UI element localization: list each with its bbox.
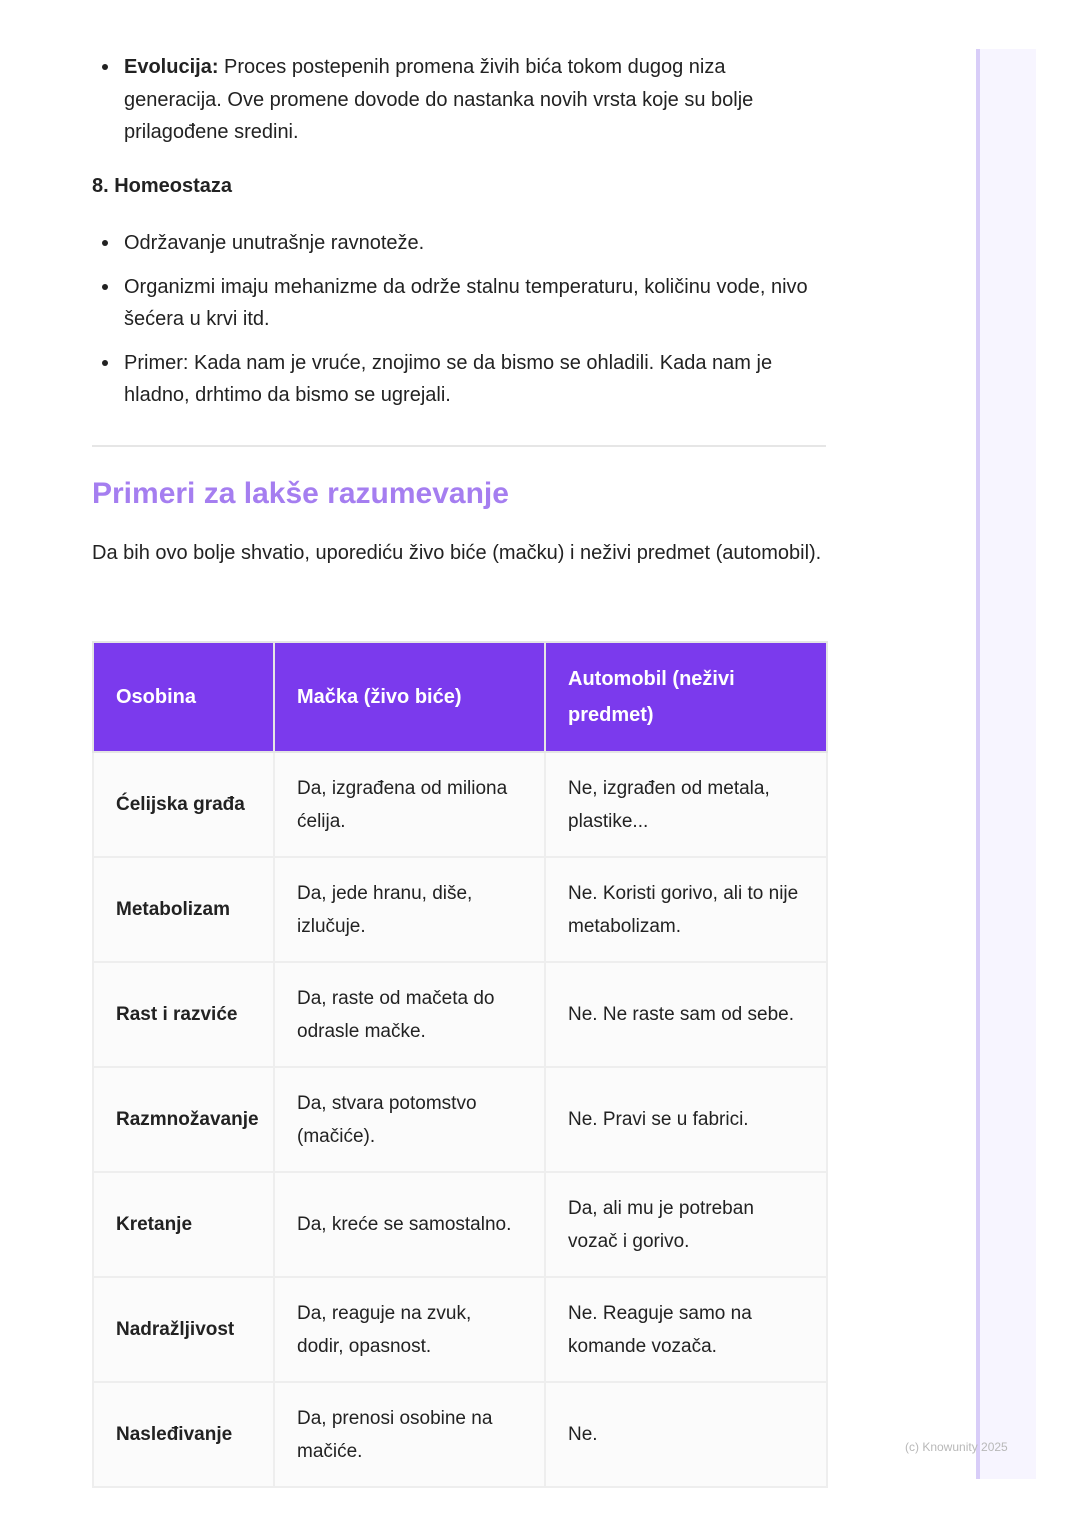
cell-property: Nadražljivost	[93, 1277, 274, 1382]
evolution-list	[92, 51, 826, 149]
table-row	[93, 1277, 827, 1382]
side-panel	[976, 49, 1036, 1479]
copyright-notice: (c) Knowunity 2025	[905, 1440, 1008, 1454]
cell-living: Da, izgrađena od miliona ćelija.	[274, 752, 545, 857]
cell-nonliving: Ne. Pravi se u fabrici.	[545, 1067, 827, 1172]
table-header-row	[93, 642, 827, 752]
section-title: Primeri za lakše razumevanje	[92, 477, 509, 510]
list-item	[92, 51, 826, 149]
list-item: Održavanje unutrašnje ravnoteže.	[92, 227, 826, 260]
divider	[92, 445, 826, 447]
header-property: Osobina	[93, 642, 274, 752]
cell-living: Da, reaguje na zvuk, dodir, opasnost.	[274, 1277, 545, 1382]
list-item: Organizmi imaju mehanizme da održe stalnu temperaturu, količinu vode, nivo šećera u krvi itd.	[92, 271, 826, 336]
table-row	[93, 752, 827, 857]
homeostasis-list	[92, 227, 826, 423]
cell-living: Da, stvara potomstvo (mačiće).	[274, 1067, 545, 1172]
term-label: Evolucija:	[124, 56, 219, 78]
cell-living: Da, prenosi osobine na mačiće.	[274, 1382, 545, 1487]
table-row	[93, 1067, 827, 1172]
cell-property: Rast i razviće	[93, 962, 274, 1067]
cell-property: Nasleđivanje	[93, 1382, 274, 1487]
list-item: Primer: Kada nam je vruće, znojimo se da bismo se ohladili. Kada nam je hladno, drhtimo da bismo se ugrejali.	[92, 347, 826, 412]
header-living: Mačka (živo biće)	[274, 642, 545, 752]
cell-property: Razmnožavanje	[93, 1067, 274, 1172]
cell-nonliving: Ne. Ne raste sam od sebe.	[545, 962, 827, 1067]
comparison-table	[92, 641, 828, 1488]
intro-paragraph: Da bih ovo bolje shvatio, uporediću živo biće (mačku) i neživi predmet (automobil).	[92, 542, 822, 564]
cell-nonliving: Ne, izgrađen od metala, plastike...	[545, 752, 827, 857]
cell-property: Ćelijska građa	[93, 752, 274, 857]
cell-property: Kretanje	[93, 1172, 274, 1277]
cell-nonliving: Ne. Koristi gorivo, ali to nije metabolizam.	[545, 857, 827, 962]
cell-nonliving: Ne.	[545, 1382, 827, 1487]
cell-living: Da, raste od mačeta do odrasle mačke.	[274, 962, 545, 1067]
term-definition: Proces postepenih promena živih bića tokom dugog niza generacija. Ove promene dovode do nastanka novih vrsta koje su bolje prilagođene sredini.	[124, 56, 754, 143]
cell-nonliving: Da, ali mu je potreban vozač i gorivo.	[545, 1172, 827, 1277]
section-heading: 8. Homeostaza	[92, 175, 233, 197]
table-row	[93, 1382, 827, 1487]
header-nonliving: Automobil (neživi predmet)	[545, 642, 827, 752]
table-row	[93, 857, 827, 962]
cell-living: Da, kreće se samostalno.	[274, 1172, 545, 1277]
table-row	[93, 962, 827, 1067]
cell-living: Da, jede hranu, diše, izlučuje.	[274, 857, 545, 962]
cell-property: Metabolizam	[93, 857, 274, 962]
cell-nonliving: Ne. Reaguje samo na komande vozača.	[545, 1277, 827, 1382]
table-row	[93, 1172, 827, 1277]
